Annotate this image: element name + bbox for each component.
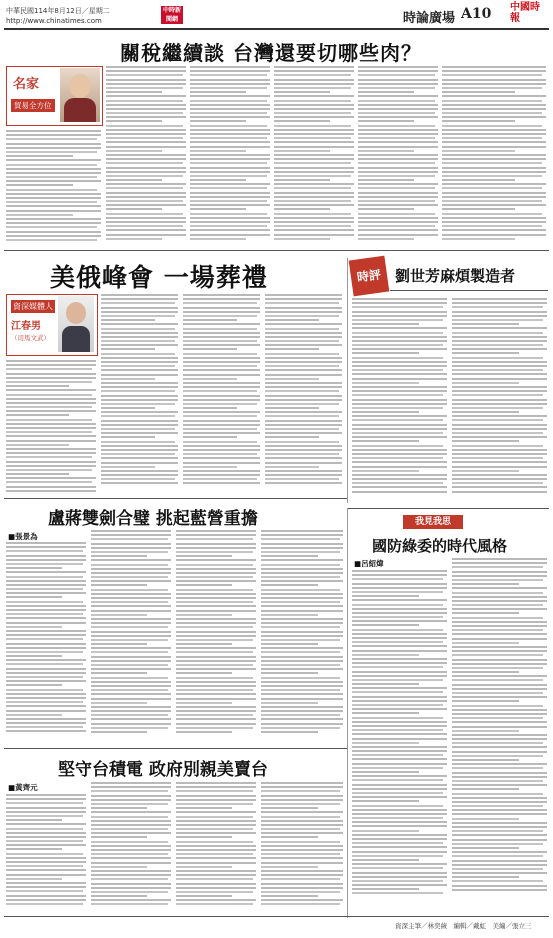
- second-divider: [347, 258, 348, 503]
- main-column-tag: 名家: [13, 77, 40, 92]
- second-col-4: [265, 294, 342, 494]
- third-col-1: [352, 298, 447, 503]
- opinion-col-1: [352, 570, 447, 910]
- main-col-6: [442, 66, 546, 246]
- main-headline: 關稅繼續談 台灣還要切哪些肉？: [120, 41, 422, 65]
- news-logo-text: 中時新聞網: [162, 7, 181, 23]
- second-column-name: 江春男: [11, 321, 41, 332]
- fifth-col-3: [176, 782, 256, 912]
- footer-credits: 資深主筆／林奕薇 編輯／戴虹 美編／張立三: [395, 922, 532, 930]
- second-headline: 美俄峰會 一場葬禮: [50, 263, 268, 292]
- third-headline-rule: [390, 290, 548, 291]
- main-col-5: [358, 66, 438, 246]
- page-number: A10: [461, 6, 492, 22]
- fourth-col-2: [91, 530, 171, 744]
- third-tag: 時評: [356, 267, 382, 285]
- fourth-byline: ■張景為: [8, 532, 38, 541]
- fifth-col-1: [6, 794, 86, 912]
- opinion-headline: 國防綠委的時代風格: [372, 537, 508, 555]
- second-col-2: [101, 294, 178, 494]
- news-logo: [161, 6, 183, 24]
- main-col-4: [274, 66, 354, 246]
- paper-logo-text: 中國時報: [510, 2, 540, 24]
- second-column-sub: （司馬文武）: [11, 334, 50, 342]
- fifth-col-4: [261, 782, 343, 912]
- fifth-divider: [347, 508, 348, 918]
- third-col-2: [452, 298, 547, 503]
- opinion-byline: ■呂紹煒: [354, 559, 384, 568]
- main-column-sub: 貿易全方位: [11, 99, 55, 112]
- main-col-2: [106, 66, 186, 246]
- issue-date: 中華民國114年8月12日／星期二: [6, 7, 110, 15]
- third-bottom-rule: [347, 508, 549, 509]
- opinion-tag-box: [403, 515, 463, 529]
- second-col-1: [6, 360, 96, 495]
- fourth-top-rule: [4, 498, 347, 499]
- opinion-col-2: [452, 558, 547, 910]
- second-col-3: [183, 294, 260, 494]
- fifth-col-2: [91, 782, 171, 912]
- second-column-tag: 資深媒體人: [13, 302, 53, 311]
- third-headline: 劉世芳麻煩製造者: [395, 267, 516, 285]
- fourth-col-4: [261, 530, 343, 744]
- fourth-headline: 盧蔣雙劍合璧 挑起藍營重擔: [48, 509, 258, 529]
- fifth-byline: ■黃齊元: [8, 783, 38, 792]
- opinion-tag: 我見我思: [414, 517, 451, 527]
- site-url[interactable]: http://www.chinatimes.com: [6, 17, 102, 25]
- fifth-headline: 堅守台積電 政府別親美賣台: [58, 760, 268, 780]
- section-name: 時論廣場: [403, 11, 456, 26]
- second-author-photo: [58, 296, 94, 352]
- footer-rule: [4, 916, 549, 917]
- fourth-col-1: [6, 542, 86, 744]
- paper-logo: [502, 2, 548, 28]
- fourth-col-3: [176, 530, 256, 744]
- masthead-rule: [4, 28, 549, 30]
- main-col-1: [6, 130, 101, 245]
- author-photo: [60, 68, 100, 122]
- main-bottom-rule: [4, 250, 549, 251]
- third-tag-badge: [349, 256, 390, 297]
- main-col-3: [190, 66, 270, 246]
- fourth-bottom-rule: [4, 748, 347, 749]
